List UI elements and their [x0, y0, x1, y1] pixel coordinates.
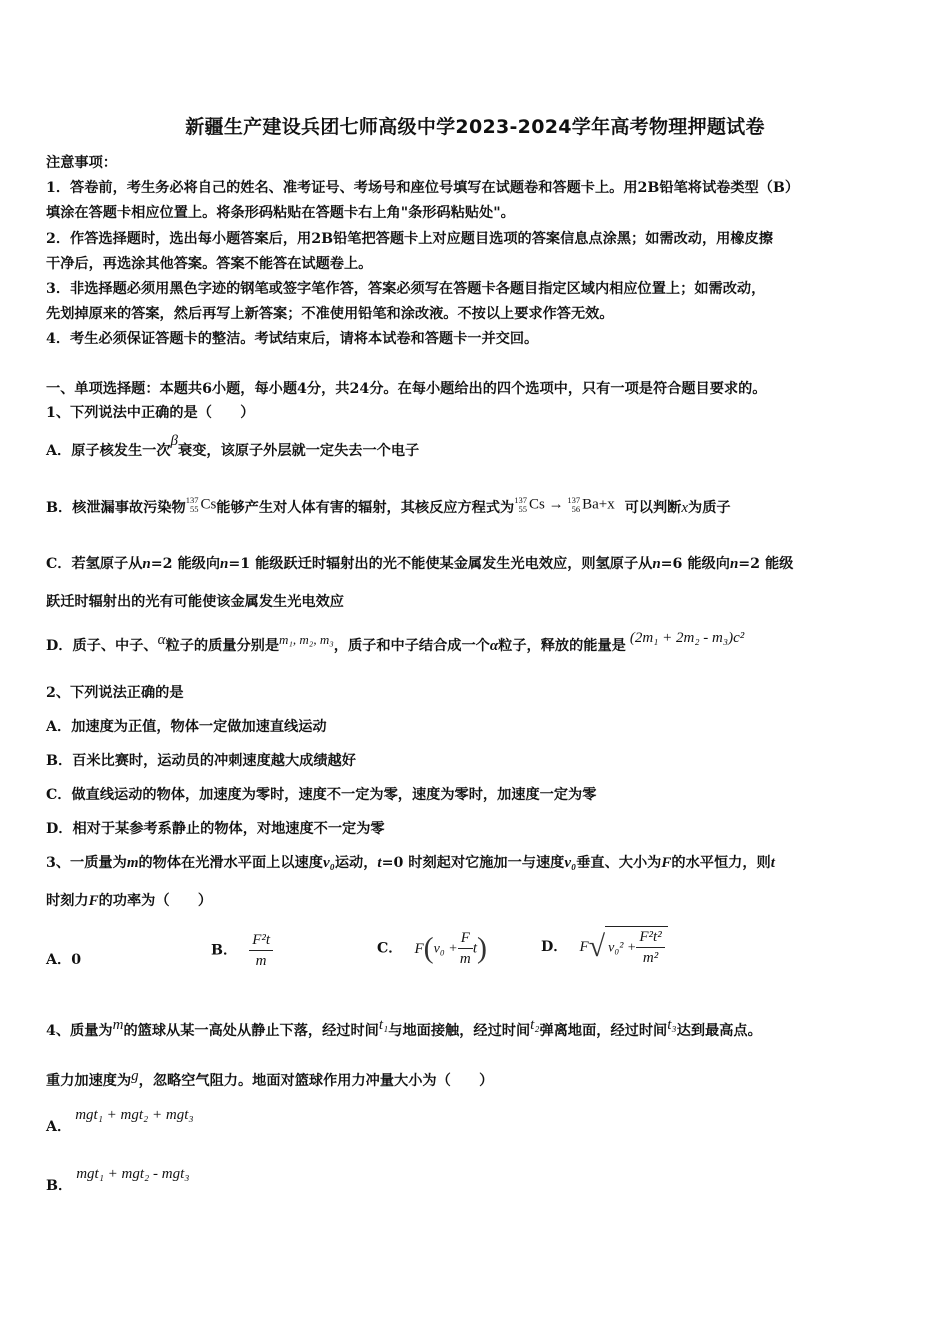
q4-option-a	[46, 1104, 194, 1135]
notice-line-5: 3．非选择题必须用黑色字迹的钢笔或签字笔作答，答案必须写在答题卡各题目指定区域内相应位置上；如需改动，	[46, 281, 766, 297]
variable-t3: t₃	[667, 1017, 677, 1033]
variable-t: t	[472, 940, 478, 957]
q4-text: 4、质量为	[46, 1023, 113, 1039]
notice-line-4: 干净后，再选涂其他答案。答案不能答在试题卷上。	[46, 256, 373, 272]
variable-t2: t₂	[530, 1017, 540, 1033]
fraction	[249, 930, 273, 971]
q1-c-text-1: C．若氢原子从	[46, 556, 143, 572]
q1-b-text-2: 能够产生对人体有害的辐射，其核反应方程式为	[216, 500, 515, 516]
q1-option-d	[46, 630, 745, 655]
square-root	[605, 926, 668, 968]
q1-c-text-4: =6 能级向	[660, 556, 730, 572]
q4-stem	[46, 1017, 762, 1040]
q1-option-b	[46, 494, 731, 518]
v0-term: v₀ +	[433, 941, 458, 957]
q3-text: 的功率为（ ）	[98, 893, 213, 909]
q1-d-text-2: 粒子的质量分别是	[165, 638, 280, 654]
notice-line-2: 填涂在答题卡相应位置上。将条形码粘贴在答题卡右上角"条形码粘贴处"。	[46, 205, 515, 221]
cs-137-nuclide	[186, 496, 217, 514]
q1-a-text-2: 衰变，该原子外层就一定失去一个电子	[178, 443, 420, 459]
q1-option-c-cont: 跃迁时辐射出的光有可能使该金属发生光电效应	[46, 594, 344, 610]
q1-a-text-1: A．原子核发生一次	[46, 443, 171, 459]
variable-F: F	[661, 855, 672, 871]
variable-n: n	[220, 556, 229, 572]
option-label: B．	[211, 942, 238, 959]
q1-c-text-5: =2 能级	[738, 556, 794, 572]
denominator: m	[255, 953, 267, 969]
beta-symbol: β	[170, 433, 178, 449]
mass-number: 137	[567, 494, 581, 505]
q4-stem-cont	[46, 1070, 493, 1090]
option-label: D．	[541, 939, 568, 955]
variable-n: n	[142, 556, 151, 572]
fraction	[458, 928, 473, 969]
q3-text: 时刻力	[46, 893, 89, 909]
variable-x: x	[681, 500, 689, 516]
q4-text: 与地面接触，经过时间	[388, 1023, 531, 1039]
mass-number: 137	[185, 494, 199, 505]
atomic-number: 55	[518, 503, 527, 514]
q3-text: 的水平恒力，则	[671, 855, 771, 871]
q1-b-text-1: B．核泄漏事故污染物	[46, 500, 186, 516]
atomic-number: 55	[189, 503, 199, 514]
notice-line-3: 2．作答选择题时，选出每小题答案后，用2B铅笔把答题卡上对应题目选项的答案信息点涂黑；如需改动，用橡皮擦	[46, 231, 773, 247]
q1-d-text-4: 粒子，释放的能量是	[498, 638, 626, 654]
q2-option-b: B．百米比赛时，运动员的冲刺速度越大成绩越好	[46, 753, 356, 769]
impulse-expression: mgt₁ + mgt₂ + mgt₃	[75, 1107, 194, 1123]
notice-line-7: 4．考生必须保证答题卡的整洁。考试结束后，请将本试卷和答题卡一并交回。	[46, 331, 539, 347]
atomic-number: 56	[571, 503, 581, 514]
variable-t1: t₁	[378, 1017, 389, 1033]
q3-stem-cont	[46, 890, 212, 910]
q1-d-text-1: D．质子、中子、	[46, 638, 158, 654]
variable-n: n	[652, 556, 661, 572]
q3-option-b	[211, 930, 273, 971]
q3-text: 垂直、大小为	[576, 855, 662, 871]
decay-equation	[514, 496, 614, 514]
q3-stem	[46, 852, 775, 872]
alpha-symbol: α	[157, 632, 166, 648]
q2-option-c: C．做直线运动的物体，加速度为零时，速度不一定为零，速度为零时，加速度一定为零	[46, 787, 597, 803]
q3-text: 的物体在光滑水平面上以速度	[138, 855, 323, 871]
q1-c-text-3: =1 能级跃迁时辐射出的光不能使某金属发生光电效应，则氢原子从	[228, 556, 653, 572]
variable-m: m	[112, 1017, 124, 1033]
variable-t: t	[770, 855, 775, 871]
q1-b-text-4: 为质子	[688, 500, 731, 516]
q3-text: 3、一质量为	[46, 855, 127, 871]
variable-t: t	[377, 855, 382, 871]
option-value: 0	[71, 952, 82, 968]
mass-number: 137	[514, 494, 527, 505]
q3-text: =0 时刻起对它施加一与速度	[381, 855, 565, 871]
q4-text: 达到最高点。	[676, 1023, 762, 1039]
q4-option-b	[46, 1163, 190, 1194]
q1-d-text-3: ，质子和中子结合成一个	[333, 638, 490, 654]
numerator: F²t	[249, 930, 273, 951]
q2-option-d: D．相对于某参考系静止的物体，对地速度不一定为零	[46, 821, 385, 837]
q3-text: 运动，	[334, 855, 378, 871]
variable-v0: v₀	[322, 855, 335, 871]
option-label: A．	[46, 952, 72, 968]
v0-term: v₀² +	[608, 940, 637, 956]
denominator: m²	[642, 950, 659, 966]
q4-text: 的篮球从某一高处从静止下落，经过时间	[123, 1023, 379, 1039]
q1-stem: 1、下列说法中正确的是（ ）	[46, 405, 255, 421]
option-label: B．	[46, 1178, 73, 1194]
q3-option-d: D． F√ v₀² + $\frac{\text{F²t²}}{\text{m²}}$	[541, 926, 668, 968]
section-heading: 一、单项选择题：本题共6小题，每小题4分，共24分。在每小题给出的四个选项中，只有一项是符合题目要求的。	[46, 381, 767, 397]
denominator: m	[459, 951, 471, 967]
notice-heading: 注意事项：	[46, 155, 117, 171]
alpha-symbol: α	[489, 638, 499, 654]
q2-option-a: A．加速度为正值，物体一定做加速直线运动	[46, 719, 327, 735]
notice-line-6: 先划掉原来的答案，然后再写上新答案；不准使用铅笔和涂改液。不按以上要求作答无效。	[46, 306, 614, 322]
q2-stem: 2、下列说法正确的是	[46, 685, 184, 701]
variable-g: g	[131, 1068, 139, 1084]
q3-option-a	[46, 949, 81, 969]
energy-expression: (2m₁ + 2m₂ - m₃)c²	[629, 630, 745, 646]
numerator: F	[458, 928, 473, 949]
element-symbol: Ba+x	[582, 496, 615, 512]
option-label: C．	[377, 940, 403, 957]
q1-b-text-3: 可以判断	[624, 500, 682, 516]
element-symbol: Cs →	[528, 496, 564, 512]
q4-text: ，忽略空气阻力。地面对篮球作用力冲量大小为（ ）	[138, 1073, 494, 1089]
element-symbol: Cs	[200, 496, 217, 512]
q1-option-c	[46, 553, 793, 573]
variable-v0: v₀	[564, 855, 577, 871]
impulse-expression: mgt₁ + mgt₂ - mgt₃	[76, 1166, 190, 1182]
variable-F: F	[88, 893, 99, 909]
option-label: A．	[46, 1119, 72, 1135]
q3-option-c: C． F(v₀ + $\frac{F}{m}$ t)	[377, 930, 488, 967]
variable-F: F	[414, 940, 424, 957]
q1-c-text-2: =2 能级向	[150, 556, 221, 572]
page-title: 新疆生产建设兵团七师高级中学2023-2024学年高考物理押题试卷	[185, 116, 765, 138]
numerator: F²t²	[636, 927, 664, 948]
notice-line-1: 1．答卷前，考生务必将自己的姓名、准考证号、考场号和座位号填写在试题卷和答题卡上。用2B铅笔将试卷类型（B）	[46, 180, 800, 196]
variable-F: F	[579, 939, 589, 955]
q4-text: 重力加速度为	[46, 1073, 132, 1089]
masses-expression: m₁, m₂, m₃	[279, 632, 334, 647]
q4-text: 弹离地面，经过时间	[539, 1023, 668, 1039]
variable-m: m	[126, 855, 139, 871]
fraction	[636, 927, 664, 968]
q1-option-a	[46, 433, 420, 460]
variable-n: n	[729, 556, 739, 572]
